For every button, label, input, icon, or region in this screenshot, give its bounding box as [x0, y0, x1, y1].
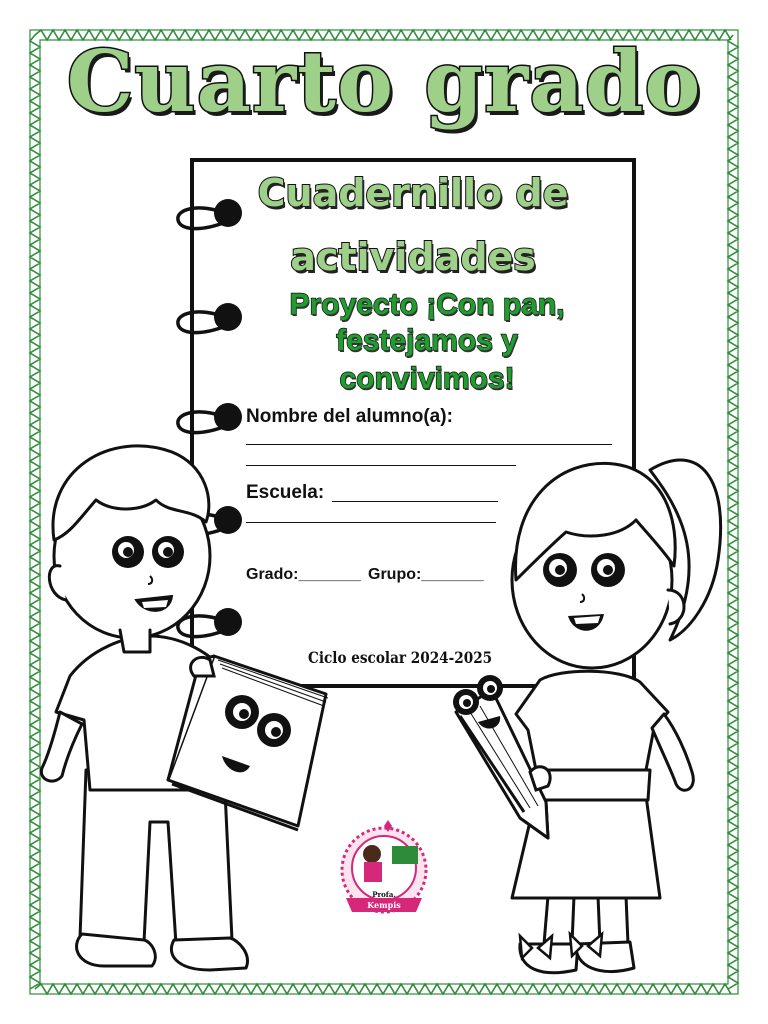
grade-label: Grado:_______	[246, 566, 361, 583]
notebook-heading-line2: actividades	[290, 235, 536, 279]
main-title: Cuarto grado	[66, 32, 702, 131]
project-line1: Proyecto ¡Con pan,	[289, 288, 565, 321]
project-line3: convivimos!	[339, 362, 515, 395]
school-cycle: Ciclo escolar 2024-2025	[308, 648, 493, 667]
logo-name-line2: Kempis	[367, 900, 401, 910]
notebook-heading-line1: Cuadernillo de	[257, 171, 569, 215]
logo-name-line1: Profa.	[372, 890, 396, 899]
project-line2: festejamos y	[336, 324, 518, 357]
school-label: Escuela:	[246, 482, 325, 503]
student-name-label: Nombre del alumno(a):	[246, 406, 453, 427]
group-label: Grupo:_______	[368, 566, 484, 583]
